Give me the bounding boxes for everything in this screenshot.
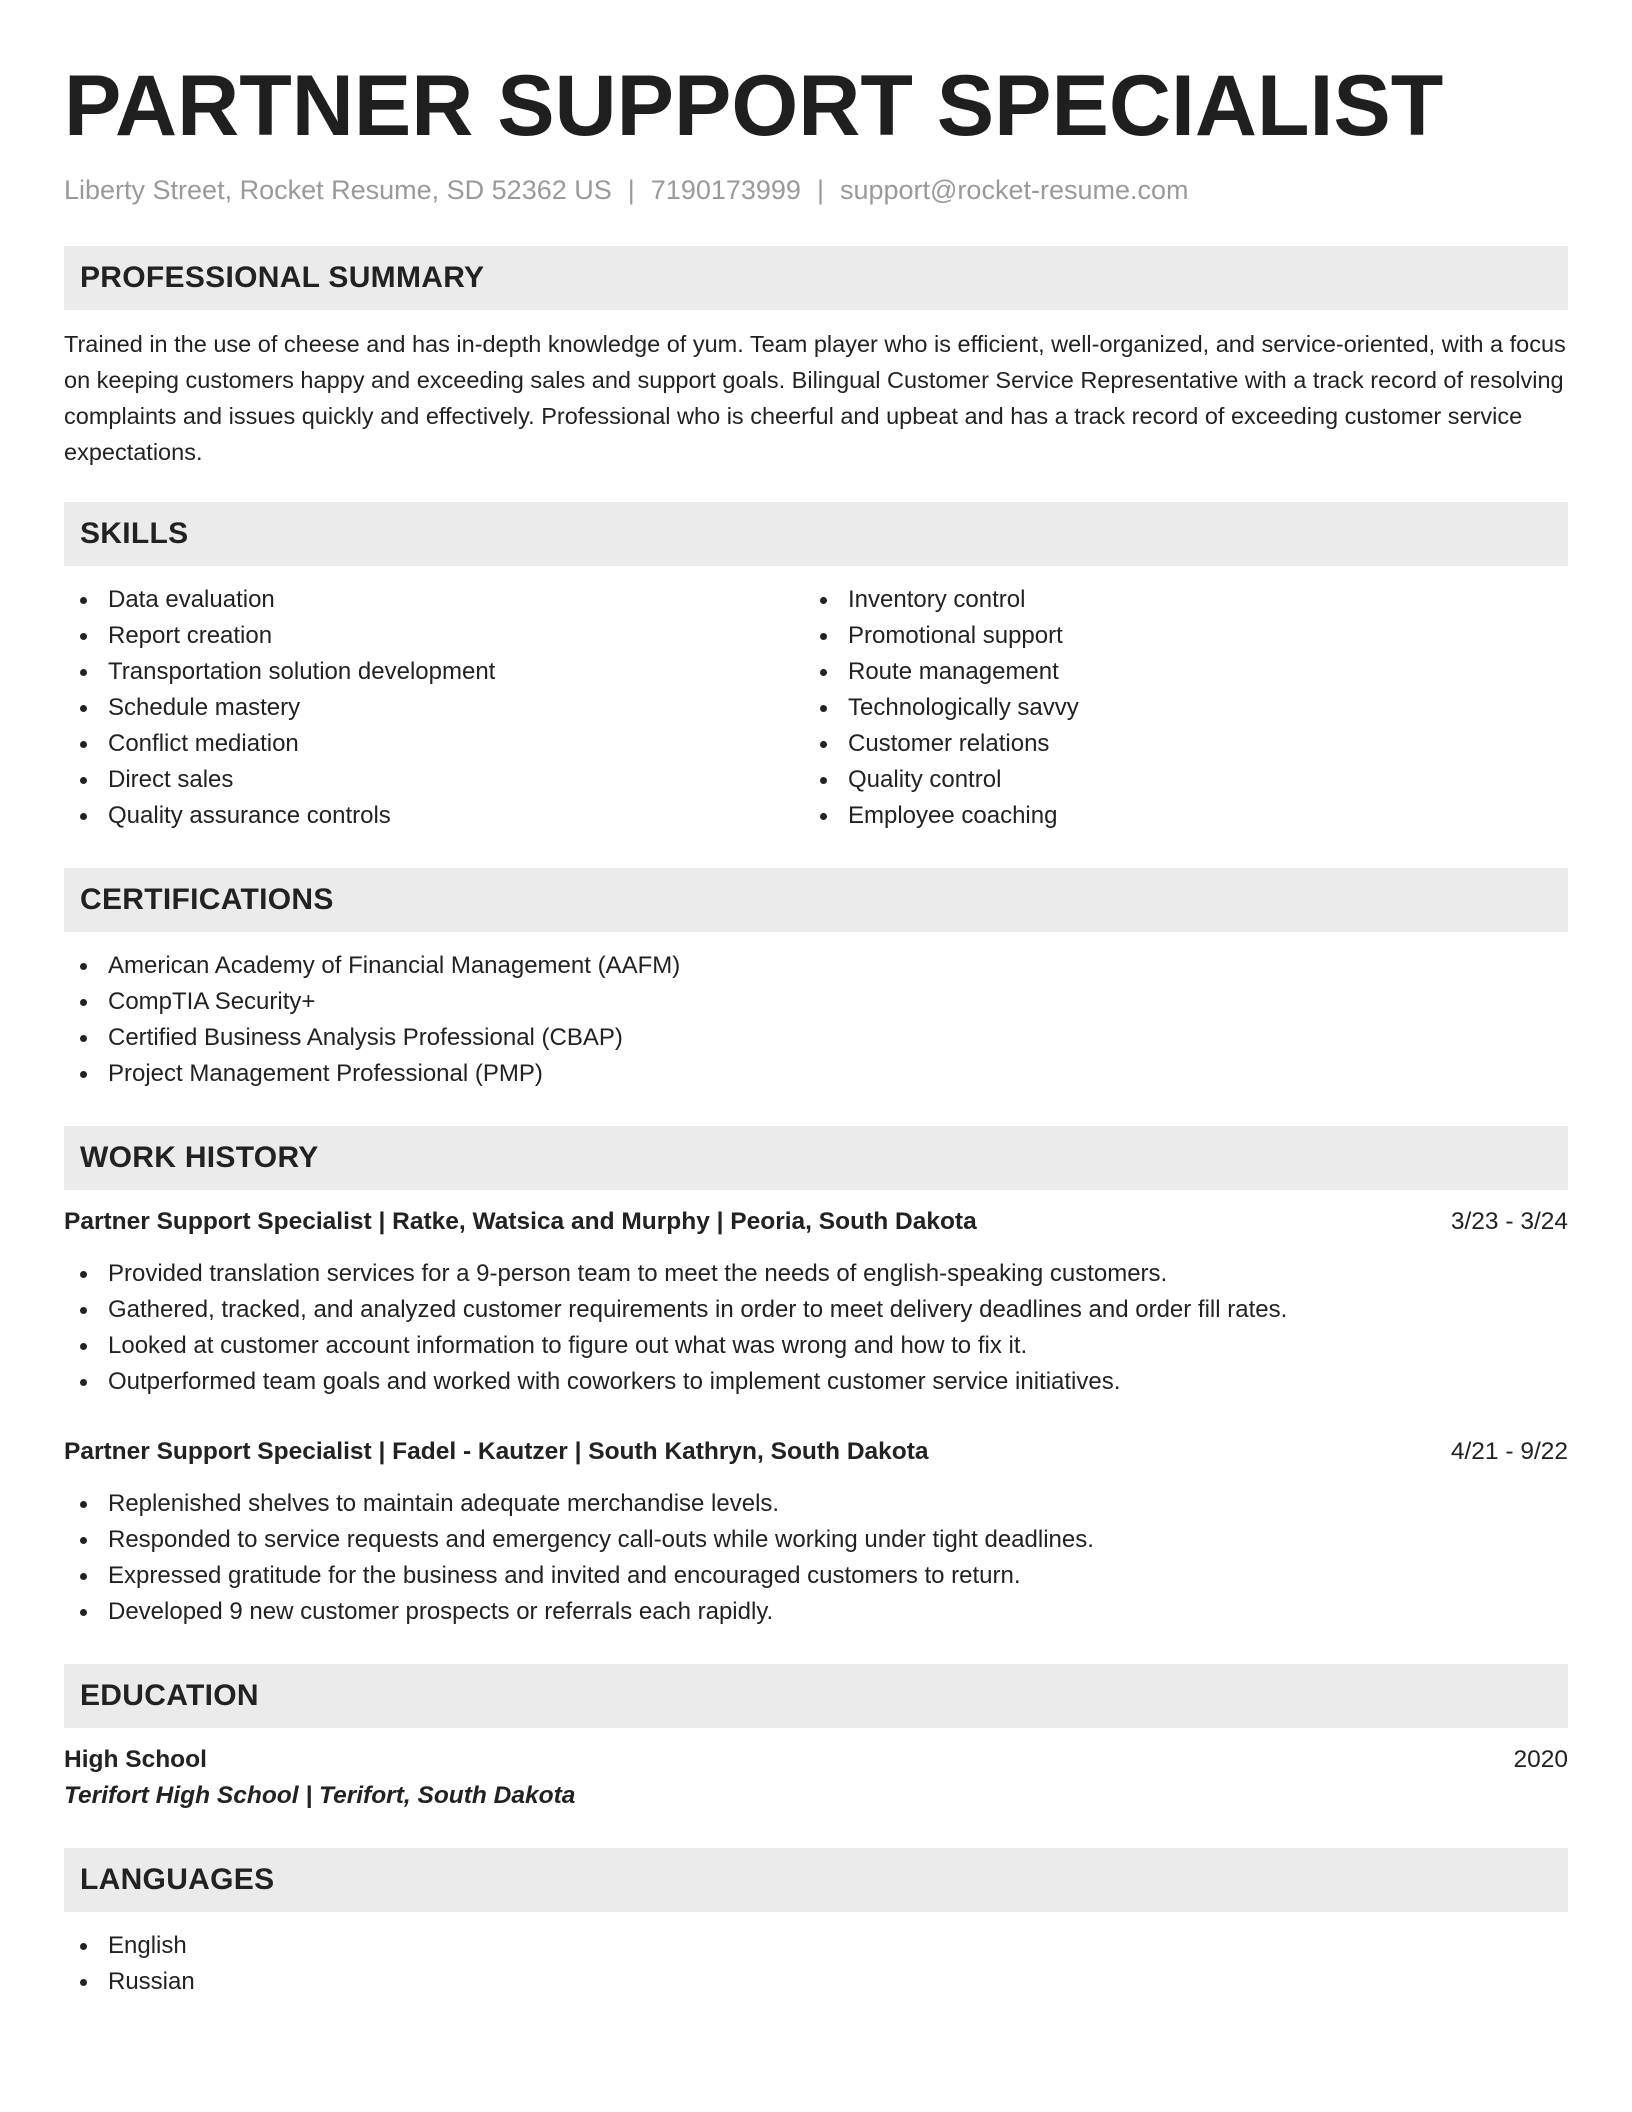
job-duty: Provided translation services for a 9-person team to meet the needs of english-speaking customers. xyxy=(64,1256,1568,1292)
contact-email: support@rocket-resume.com xyxy=(839,175,1189,205)
contact-separator: | xyxy=(627,175,635,205)
languages-heading: LANGUAGES xyxy=(64,1848,1568,1912)
skills-section xyxy=(64,502,1568,834)
certification-item: Project Management Professional (PMP) xyxy=(64,1056,1568,1092)
job-duty: Outperformed team goals and worked with coworkers to implement customer service initiatives. xyxy=(64,1364,1568,1400)
summary-text: Trained in the use of cheese and has in-depth knowledge of yum. Team player who is efficient, well-organized, and service-oriented, with a focus on keeping customers happy and exceeding sales and support goals. Bilingual Customer Service Representative with a track record of resolving complaints and issues quickly and effectively. Professional who is cheerful and upbeat and has a track record of exceeding customer service expectations. xyxy=(64,331,1566,465)
job-duty: Developed 9 new customer prospects or referrals each rapidly. xyxy=(64,1594,1568,1630)
skills-list-right xyxy=(804,582,1544,834)
work-history-heading: WORK HISTORY xyxy=(64,1126,1568,1190)
job-header xyxy=(64,1204,1568,1240)
skill-item: Route management xyxy=(804,654,1544,690)
education-section xyxy=(64,1664,1568,1814)
contact-address: Liberty Street, Rocket Resume, SD 52362 US xyxy=(64,175,612,205)
skills-column-right xyxy=(804,582,1544,834)
job-dates: 3/23 - 3/24 xyxy=(1450,1208,1568,1235)
skill-item: Data evaluation xyxy=(64,582,804,618)
skills-heading: SKILLS xyxy=(64,502,1568,566)
skill-item: Conflict mediation xyxy=(64,726,804,762)
language-item: Russian xyxy=(64,1964,1568,2000)
job-title: Partner Support Specialist | Ratke, Watsica and Murphy | Peoria, South Dakota xyxy=(64,1208,977,1235)
job-duty: Gathered, tracked, and analyzed customer requirements in order to meet delivery deadlines and order fill rates. xyxy=(64,1292,1568,1328)
summary-heading: PROFESSIONAL SUMMARY xyxy=(64,246,1568,310)
skill-item: Promotional support xyxy=(804,618,1544,654)
job-duty: Responded to service requests and emergency call-outs while working under tight deadlines. xyxy=(64,1522,1568,1558)
certifications-section xyxy=(64,868,1568,1092)
contact-phone: 7190173999 xyxy=(650,175,801,205)
languages-list xyxy=(64,1928,1568,2000)
skill-item: Employee coaching xyxy=(804,798,1544,834)
certifications-heading: CERTIFICATIONS xyxy=(64,868,1568,932)
job-title: Partner Support Specialist | Fadel - Kautzer | South Kathryn, South Dakota xyxy=(64,1438,929,1465)
job-duty: Looked at customer account information to figure out what was wrong and how to fix it. xyxy=(64,1328,1568,1364)
skills-list-left xyxy=(64,582,804,834)
certification-item: CompTIA Security+ xyxy=(64,984,1568,1020)
summary-section xyxy=(64,246,1568,470)
skill-item: Inventory control xyxy=(804,582,1544,618)
work-history-section xyxy=(64,1126,1568,1630)
job-entry xyxy=(64,1434,1568,1630)
education-heading: EDUCATION xyxy=(64,1664,1568,1728)
skills-grid xyxy=(64,582,1568,834)
contact-line xyxy=(64,174,1568,206)
language-item: English xyxy=(64,1928,1568,1964)
job-header xyxy=(64,1434,1568,1470)
education-degree: High School xyxy=(64,1746,207,1773)
skill-item: Direct sales xyxy=(64,762,804,798)
certification-item: Certified Business Analysis Professional (CBAP) xyxy=(64,1020,1568,1056)
skills-column-left xyxy=(64,582,804,834)
job-entry xyxy=(64,1204,1568,1400)
job-duties xyxy=(64,1486,1568,1630)
certification-item: American Academy of Financial Management (AAFM) xyxy=(64,948,1568,984)
job-duty: Replenished shelves to maintain adequate merchandise levels. xyxy=(64,1486,1568,1522)
contact-separator: | xyxy=(816,175,824,205)
certifications-list xyxy=(64,948,1568,1092)
education-school: Terifort High School | Terifort, South Dakota xyxy=(64,1782,576,1809)
skill-item: Transportation solution development xyxy=(64,654,804,690)
job-duties xyxy=(64,1256,1568,1400)
job-dates: 4/21 - 9/22 xyxy=(1450,1438,1568,1465)
skill-item: Quality control xyxy=(804,762,1544,798)
candidate-name: PARTNER SUPPORT SPECIALIST xyxy=(64,58,1444,154)
skill-item: Schedule mastery xyxy=(64,690,804,726)
skill-item: Customer relations xyxy=(804,726,1544,762)
skill-item: Technologically savvy xyxy=(804,690,1544,726)
job-duty: Expressed gratitude for the business and invited and encouraged customers to return. xyxy=(64,1558,1568,1594)
education-header xyxy=(64,1742,1568,1778)
languages-section xyxy=(64,1848,1568,2000)
skill-item: Quality assurance controls xyxy=(64,798,804,834)
skill-item: Report creation xyxy=(64,618,804,654)
education-year: 2020 xyxy=(1513,1746,1568,1773)
